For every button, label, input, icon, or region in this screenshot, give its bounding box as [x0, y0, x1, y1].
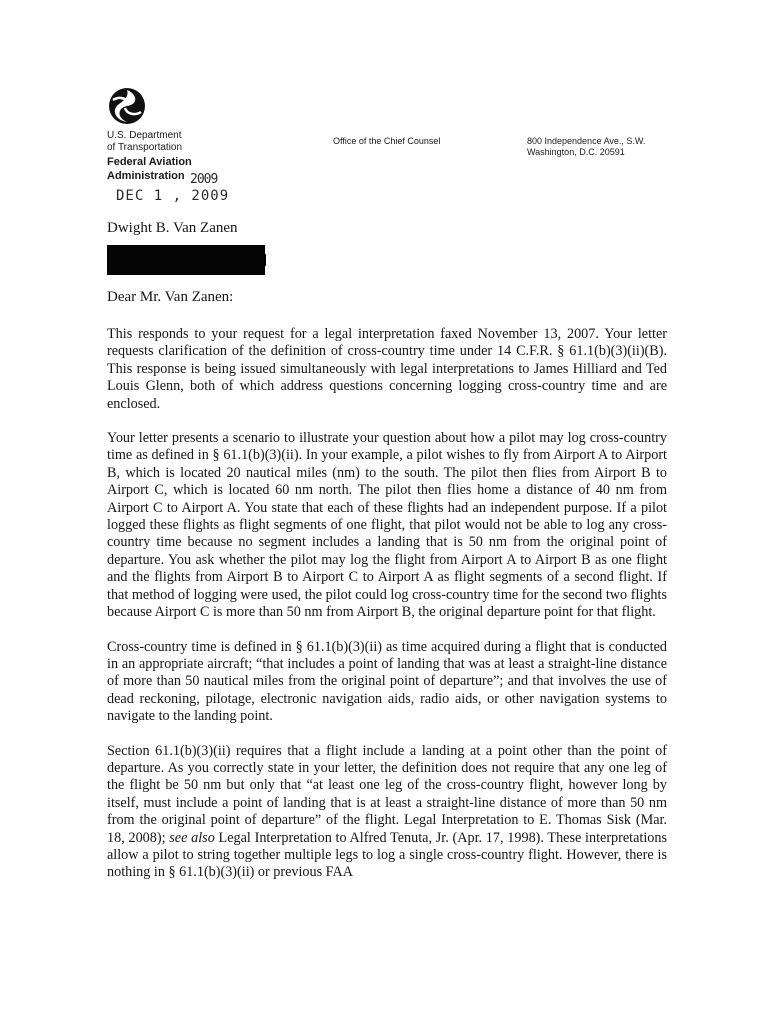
- address-line-2: Washington, D.C. 20591: [527, 147, 625, 157]
- paragraph-2: Your letter presents a scenario to illustrate your question about how a pilot may log cross-country time as defined in § 61.1(b)(3)(ii). In your example, a pilot wishes to fly from Airport A to Airport B, which is located 20 nautical miles (nm) to the south. The pilot then flies from Airport B to Airport C, which is located 60 nm north. The pilot then flies home a distance of 40 nm from Airport C to Airport A. You state that each of these flights had an independent purpose. If a pilot logged these flights as flight segments of one flight, that pilot would not be able to log any cross-country time because no segment includes a landing that is 50 nm from the original point of departure. You ask whether the pilot may log the flight from Airport A to Airport B as one flight and the flights from Airport B to Airport C to Airport A as flight segments of a second flight. If that method of logging were used, the pilot could log cross-country time for the second two flights because Airport C is more than 50 nm from Airport B, the original departure point for that flight.: [107, 430, 667, 621]
- paragraph-3: Cross-country time is defined in § 61.1(b)(3)(ii) as time acquired during a flight that is conducted in an appropriate aircraft; “that includes a point of landing that was at least a straight-line distance of more than 50 nautical miles from the original point of departure”; and that involves the use of dead reckoning, pilotage, electronic navigation aids, radio aids, or other navigation systems to navigate to the landing point.: [107, 638, 667, 725]
- stamp-year: 2009: [190, 172, 218, 187]
- faa-line-2: Administration: [107, 170, 185, 182]
- redacted-address: [107, 245, 265, 275]
- paragraph-4-part-b: Legal Interpretation to Alfred Tenuta, Jr. (Apr. 17, 1998). These interpretations allow a pilot to string together multiple legs to log a single cross-country flight. However, there is nothing in § 61.1(b)(3)(ii) or previous FAA: [107, 829, 667, 881]
- addressee-name: Dwight B. Van Zanen: [107, 220, 238, 236]
- address-line-1: 800 Independence Ave., S.W.: [527, 136, 646, 146]
- office-address: [527, 136, 645, 158]
- see-also-signal: see also: [169, 829, 215, 846]
- redaction-mark: [262, 254, 266, 266]
- agency-block: [107, 130, 192, 182]
- faa-line-1: Federal Aviation: [107, 156, 192, 168]
- paragraph-4-part-a: Section 61.1(b)(3)(ii) requires that a flight include a landing at a point other than the point of departure. As you correctly state in your letter, the definition does not require that any one leg of the flight be 50 nm but only that “at least one leg of the cross-country flight, however long by itself, must include a point of landing that is at least a straight-line distance of more than 50 nm from the original point of departure” of the flight. Legal Interpretation to E. Thomas Sisk (Mar. 18, 2008);: [107, 742, 667, 846]
- dept-line-1: U.S. Department: [107, 130, 182, 141]
- office-name: Office of the Chief Counsel: [333, 136, 441, 146]
- date-stamp: DEC 1 , 2009: [116, 188, 230, 204]
- paragraph-1: This responds to your request for a legal interpretation faxed November 13, 2007. Your letter requests clarification of the definition of cross-country time under 14 C.F.R. § 61.1(b)(3)(ii)(B). This response is being issued simultaneously with legal interpretations to James Hilliard and Ted Louis Glenn, both of which address questions concerning logging cross-country time and are enclosed.: [107, 326, 667, 412]
- dot-logo-icon: [107, 86, 147, 126]
- dept-line-2: of Transportation: [107, 142, 183, 153]
- paragraph-4: [107, 743, 667, 882]
- letter-body: [107, 326, 667, 899]
- salutation: Dear Mr. Van Zanen:: [107, 289, 234, 305]
